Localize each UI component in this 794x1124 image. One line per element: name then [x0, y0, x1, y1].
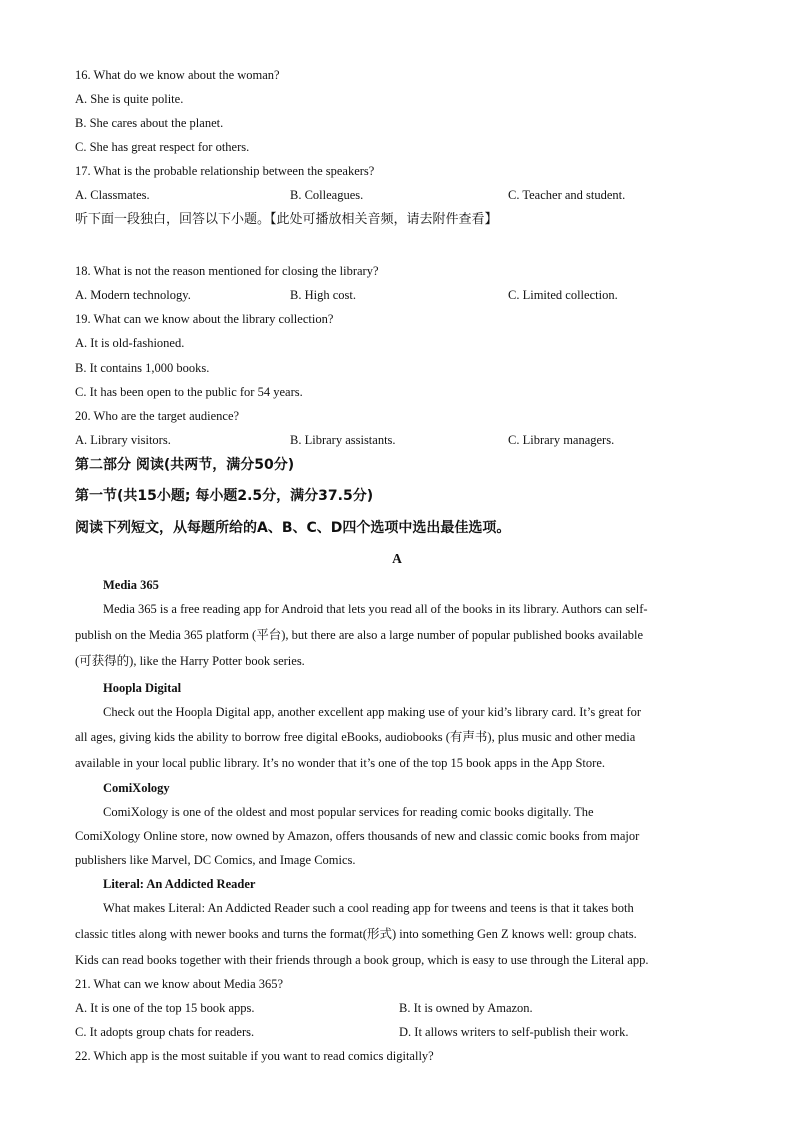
paragraph-line: publishers like Marvel, DC Comics, and Image Comics.: [75, 853, 356, 867]
q20-option-b: B. Library assistants.: [290, 433, 396, 447]
q18-option-a: A. Modern technology.: [75, 288, 191, 302]
paragraph-line: (可获得的), like the Harry Potter book series.: [75, 654, 305, 668]
q21-option-b: B. It is owned by Amazon.: [399, 1001, 533, 1015]
paragraph-line: ComiXology Online store, now owned by Amazon, offers thousands of new and classic comic books from major: [75, 829, 640, 843]
q19-option-b: B. It contains 1,000 books.: [75, 361, 210, 375]
q20-option-a: A. Library visitors.: [75, 433, 171, 447]
q17-options: [75, 187, 775, 203]
paragraph-line: Check out the Hoopla Digital app, another excellent app making use of your kid’s library card. It’s great for: [103, 705, 642, 719]
q16-option-c: C. She has great respect for others.: [75, 140, 250, 154]
app-heading-media365: Media 365: [103, 578, 159, 592]
paragraph-line: ComiXology is one of the oldest and most popular services for reading comic books digitally. The: [103, 805, 594, 819]
q21-options-row2: [75, 1024, 775, 1040]
q20-options: [75, 432, 775, 448]
paragraph-line: available in your local public library. It’s no wonder that it’s one of the top 15 book apps in the App Store.: [75, 756, 605, 770]
q16-option-b: B. She cares about the planet.: [75, 116, 224, 130]
q20-option-c: C. Library managers.: [508, 433, 615, 447]
q18-options: [75, 287, 775, 303]
paragraph-line: Kids can read books together with their friends through a book group, which is easy to use through the Literal app.: [75, 953, 649, 967]
paragraph-line: Media 365 is a free reading app for Android that lets you read all of the books in its library. Authors can self-: [103, 602, 648, 616]
q21-option-a: A. It is one of the top 15 book apps.: [75, 1001, 255, 1015]
paragraph-line: classic titles along with newer books and turns the format(形式) into something Gen Z knows well: group chats.: [75, 927, 637, 941]
app-heading-comixology: ComiXology: [103, 781, 170, 795]
question-16: 16. What do we know about the woman?: [75, 68, 280, 82]
question-19: 19. What can we know about the library collection?: [75, 312, 334, 326]
passage-letter: A: [392, 551, 402, 566]
monologue-instruction: 听下面一段独白，回答以下小题。【此处可播放相关音频，请去附件查看】: [75, 212, 498, 227]
question-22: 22. Which app is the most suitable if you want to read comics digitally?: [75, 1049, 434, 1063]
q17-option-b: B. Colleagues.: [290, 188, 364, 202]
q21-option-d: D. It allows writers to self-publish their work.: [399, 1025, 629, 1039]
q18-option-b: B. High cost.: [290, 288, 356, 302]
q19-option-c: C. It has been open to the public for 54 years.: [75, 385, 303, 399]
q16-option-a: A. She is quite polite.: [75, 92, 184, 106]
paragraph-line: publish on the Media 365 platform (平台), but there are also a large number of popular published books available: [75, 628, 644, 642]
reading-instruction: 阅读下列短文，从每题所给的A、B、C、D四个选项中选出最佳选项。: [75, 520, 511, 536]
app-heading-literal: Literal: An Addicted Reader: [103, 877, 256, 891]
question-17: 17. What is the probable relationship between the speakers?: [75, 164, 375, 178]
question-21: 21. What can we know about Media 365?: [75, 977, 284, 991]
q17-option-a: A. Classmates.: [75, 188, 150, 202]
app-heading-hoopla: Hoopla Digital: [103, 681, 182, 695]
q17-option-c: C. Teacher and student.: [508, 188, 626, 202]
section-one-title: 第一节(共15小题; 每小题2.5分，满分37.5分): [75, 488, 374, 504]
q18-option-c: C. Limited collection.: [508, 288, 618, 302]
paragraph-line: What makes Literal: An Addicted Reader such a cool reading app for tweens and teens is that it takes both: [103, 901, 634, 915]
q21-options-row1: [75, 1000, 775, 1016]
q19-option-a: A. It is old-fashioned.: [75, 336, 185, 350]
question-18: 18. What is not the reason mentioned for closing the library?: [75, 264, 379, 278]
question-20: 20. Who are the target audience?: [75, 409, 240, 423]
part-two-title: 第二部分 阅读(共两节，满分50分): [75, 457, 295, 473]
paragraph-line: all ages, giving kids the ability to borrow free digital eBooks, audiobooks (有声书), plus music and other media: [75, 730, 636, 744]
q21-option-c: C. It adopts group chats for readers.: [75, 1025, 255, 1039]
